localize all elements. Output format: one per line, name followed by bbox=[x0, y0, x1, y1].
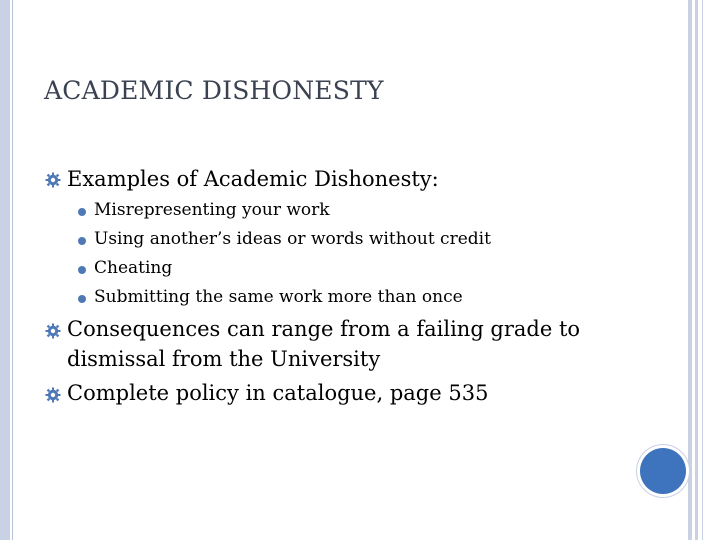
sub-bullet-dot-icon bbox=[78, 295, 86, 303]
bullet-text-continued: dismissal from the University bbox=[67, 347, 381, 371]
right-border-stripe bbox=[702, 0, 703, 540]
right-border-stripe bbox=[688, 0, 692, 540]
sub-bullet-dot-icon bbox=[78, 208, 86, 216]
left-border-band bbox=[0, 0, 10, 540]
bullet-text: Complete policy in catalogue, page 535 bbox=[67, 381, 489, 405]
gear-bullet-icon bbox=[45, 387, 61, 403]
gear-bullet-icon bbox=[45, 323, 61, 339]
sub-bullet-dot-icon bbox=[78, 237, 86, 245]
right-border-stripe bbox=[695, 0, 698, 540]
gear-bullet-icon bbox=[45, 172, 61, 188]
sub-bullet-text: Cheating bbox=[94, 258, 173, 278]
decorative-circle-icon bbox=[640, 448, 686, 494]
bullet-text: Examples of Academic Dishonesty: bbox=[67, 167, 439, 191]
left-border-line bbox=[12, 0, 13, 540]
sub-bullet-dot-icon bbox=[78, 266, 86, 274]
slide-title: ACADEMIC DISHONESTY bbox=[44, 76, 384, 105]
sub-bullet-text: Misrepresenting your work bbox=[94, 200, 330, 220]
bullet-text: Consequences can range from a failing grade to bbox=[67, 317, 581, 341]
sub-bullet-text: Submitting the same work more than once bbox=[94, 287, 463, 307]
sub-bullet-text: Using another’s ideas or words without credit bbox=[94, 229, 491, 249]
